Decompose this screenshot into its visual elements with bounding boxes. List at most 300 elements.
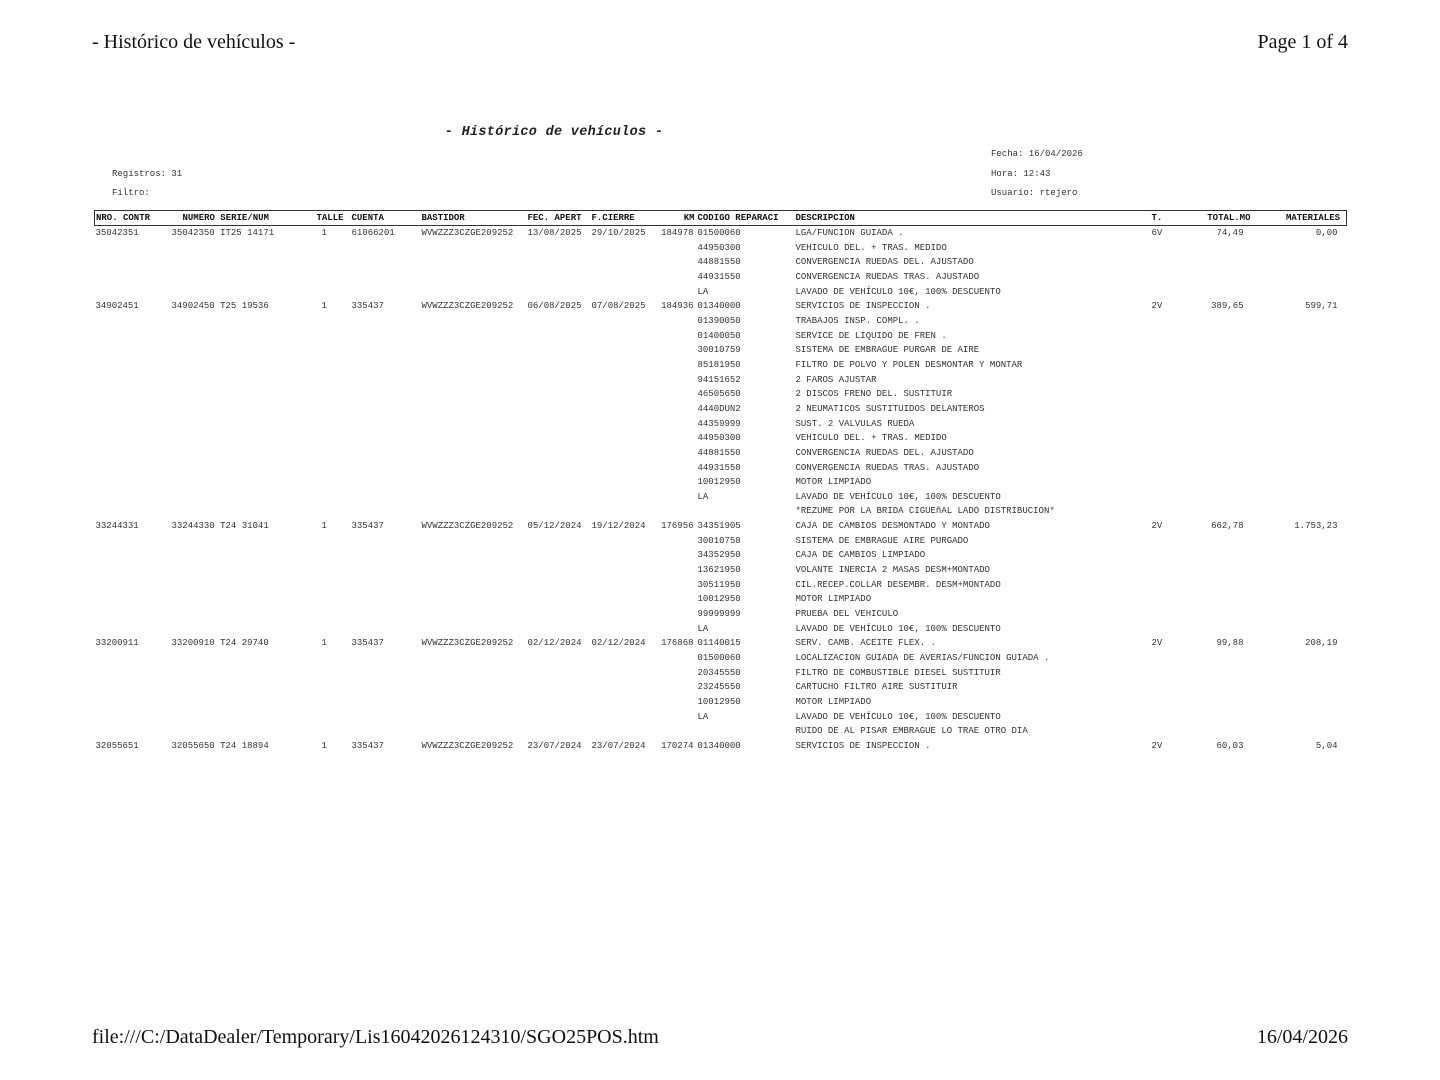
col-km: KM bbox=[683, 213, 695, 223]
cell-numero-serie bbox=[171, 255, 317, 270]
cell-t: 2V bbox=[1151, 740, 1163, 751]
cell-fec-apert bbox=[527, 534, 591, 549]
cell-codigo: 10012950 bbox=[697, 594, 741, 605]
cell-numero-serie: 34902450 T25 19536 bbox=[171, 301, 269, 312]
cell-total-mo bbox=[1187, 724, 1253, 739]
cell-t bbox=[1151, 475, 1187, 490]
cell-t bbox=[1151, 314, 1187, 329]
cell-materiales bbox=[1253, 622, 1347, 637]
cell-nro-contr bbox=[95, 329, 171, 344]
table-row bbox=[95, 695, 1347, 710]
cell-bastidor bbox=[421, 548, 527, 563]
cell-f-cierre bbox=[591, 270, 655, 285]
cell-numero-serie bbox=[171, 446, 317, 461]
table-row bbox=[95, 710, 1347, 725]
cell-descripcion: CIL.RECEP.COLLAR DESEMBR. DESM+MONTADO bbox=[795, 579, 1001, 590]
cell-bastidor bbox=[421, 387, 527, 402]
table-row bbox=[95, 343, 1347, 358]
cell-materiales bbox=[1253, 343, 1347, 358]
cell-fec-apert bbox=[527, 563, 591, 578]
cell-km bbox=[655, 329, 697, 344]
cell-materiales bbox=[1253, 490, 1347, 505]
cell-total-mo bbox=[1187, 387, 1253, 402]
table-row bbox=[95, 461, 1347, 476]
cell-fec-apert bbox=[527, 402, 591, 417]
cell-descripcion: TRABAJOS INSP. COMPL. . bbox=[795, 315, 920, 326]
cell-materiales bbox=[1253, 607, 1347, 622]
cell-f-cierre bbox=[591, 710, 655, 725]
cell-cuenta bbox=[351, 255, 421, 270]
cell-fec-apert: 05/12/2024 bbox=[527, 521, 582, 532]
cell-nro-contr bbox=[95, 651, 171, 666]
cell-f-cierre bbox=[591, 461, 655, 476]
table-row bbox=[95, 578, 1347, 593]
cell-talle bbox=[317, 417, 351, 432]
cell-cuenta bbox=[351, 666, 421, 681]
cell-nro-contr bbox=[95, 373, 171, 388]
cell-km bbox=[655, 710, 697, 725]
cell-cuenta bbox=[351, 607, 421, 622]
cell-nro-contr: 32055651 bbox=[95, 740, 139, 751]
table-row bbox=[95, 475, 1347, 490]
cell-km bbox=[655, 680, 697, 695]
cell-cuenta bbox=[351, 402, 421, 417]
cell-f-cierre bbox=[591, 666, 655, 681]
cell-codigo: 44950300 bbox=[697, 242, 741, 253]
cell-bastidor bbox=[421, 373, 527, 388]
cell-bastidor bbox=[421, 695, 527, 710]
cell-km bbox=[655, 417, 697, 432]
cell-codigo: 30010759 bbox=[697, 345, 741, 356]
cell-total-mo bbox=[1187, 446, 1253, 461]
cell-talle bbox=[317, 548, 351, 563]
cell-t bbox=[1151, 695, 1187, 710]
cell-talle bbox=[317, 710, 351, 725]
cell-cuenta bbox=[351, 446, 421, 461]
cell-total-mo bbox=[1187, 241, 1253, 256]
cell-t bbox=[1151, 402, 1187, 417]
cell-km bbox=[655, 373, 697, 388]
cell-talle bbox=[317, 724, 351, 739]
cell-cuenta bbox=[351, 329, 421, 344]
cell-total-mo bbox=[1187, 622, 1253, 637]
cell-nro-contr bbox=[95, 358, 171, 373]
cell-f-cierre: 07/08/2025 bbox=[591, 301, 646, 312]
cell-nro-contr bbox=[95, 417, 171, 432]
cell-materiales bbox=[1253, 710, 1347, 725]
col-bastidor: BASTIDOR bbox=[421, 213, 465, 223]
cell-total-mo bbox=[1187, 475, 1253, 490]
cell-codigo: LA bbox=[697, 286, 709, 297]
cell-t bbox=[1151, 255, 1187, 270]
cell-fec-apert bbox=[527, 592, 591, 607]
cell-f-cierre bbox=[591, 504, 655, 519]
cell-t bbox=[1151, 607, 1187, 622]
cell-t bbox=[1151, 387, 1187, 402]
cell-cuenta: 335437 bbox=[351, 638, 384, 649]
cell-t bbox=[1151, 329, 1187, 344]
cell-codigo: 99999999 bbox=[697, 609, 741, 620]
cell-nro-contr bbox=[95, 504, 171, 519]
cell-fec-apert bbox=[527, 373, 591, 388]
cell-bastidor bbox=[421, 285, 527, 300]
cell-nro-contr: 35042351 bbox=[95, 228, 139, 238]
cell-bastidor bbox=[421, 241, 527, 256]
cell-fec-apert bbox=[527, 358, 591, 373]
cell-talle: 1 bbox=[321, 638, 327, 649]
cell-materiales bbox=[1253, 387, 1347, 402]
cell-f-cierre bbox=[591, 358, 655, 373]
cell-total-mo bbox=[1187, 534, 1253, 549]
cell-materiales bbox=[1253, 431, 1347, 446]
cell-materiales bbox=[1253, 475, 1347, 490]
cell-nro-contr bbox=[95, 666, 171, 681]
cell-talle bbox=[317, 592, 351, 607]
cell-talle bbox=[317, 475, 351, 490]
cell-km bbox=[655, 343, 697, 358]
cell-numero-serie bbox=[171, 695, 317, 710]
cell-fec-apert bbox=[527, 710, 591, 725]
cell-t bbox=[1151, 417, 1187, 432]
cell-total-mo bbox=[1187, 270, 1253, 285]
cell-numero-serie: 35042350 IT25 14171 bbox=[171, 228, 275, 238]
cell-descripcion: SERVICIOS DE INSPECCION . bbox=[795, 301, 931, 312]
cell-codigo: 13621950 bbox=[697, 565, 741, 576]
cell-t bbox=[1151, 241, 1187, 256]
cell-numero-serie: 33200910 T24 29740 bbox=[171, 638, 269, 649]
cell-talle bbox=[317, 461, 351, 476]
cell-numero-serie bbox=[171, 592, 317, 607]
cell-t: 2V bbox=[1151, 301, 1163, 312]
cell-codigo: 01500060 bbox=[697, 653, 741, 664]
table-body bbox=[95, 226, 1347, 754]
cell-talle: 1 bbox=[321, 521, 327, 532]
cell-codigo: LA bbox=[697, 623, 709, 634]
cell-bastidor: WVWZZZ3CZGE209252 bbox=[421, 521, 514, 532]
cell-t bbox=[1151, 651, 1187, 666]
cell-f-cierre bbox=[591, 255, 655, 270]
cell-codigo: 01390050 bbox=[697, 315, 741, 326]
cell-numero-serie bbox=[171, 548, 317, 563]
cell-fec-apert bbox=[527, 461, 591, 476]
table-row bbox=[95, 329, 1347, 344]
cell-fec-apert: 06/08/2025 bbox=[527, 301, 582, 312]
cell-numero-serie bbox=[171, 358, 317, 373]
cell-codigo: 44881550 bbox=[697, 447, 741, 458]
cell-talle bbox=[317, 343, 351, 358]
cell-materiales bbox=[1253, 548, 1347, 563]
cell-km: 184936 bbox=[661, 301, 694, 312]
cell-cuenta bbox=[351, 578, 421, 593]
cell-f-cierre bbox=[591, 548, 655, 563]
cell-total-mo bbox=[1187, 680, 1253, 695]
cell-total-mo: 662,78 bbox=[1211, 521, 1244, 532]
cell-talle bbox=[317, 358, 351, 373]
cell-codigo: 46505650 bbox=[697, 389, 741, 400]
cell-numero-serie bbox=[171, 651, 317, 666]
cell-fec-apert bbox=[527, 666, 591, 681]
cell-fec-apert bbox=[527, 255, 591, 270]
cell-fec-apert bbox=[527, 329, 591, 344]
cell-t bbox=[1151, 563, 1187, 578]
cell-codigo: 44931550 bbox=[697, 462, 741, 473]
cell-codigo: 44931550 bbox=[697, 271, 741, 282]
cell-km bbox=[655, 314, 697, 329]
cell-bastidor bbox=[421, 475, 527, 490]
cell-talle bbox=[317, 490, 351, 505]
cell-fec-apert: 23/07/2024 bbox=[527, 740, 582, 751]
cell-t bbox=[1151, 548, 1187, 563]
cell-talle: 1 bbox=[321, 740, 327, 751]
cell-bastidor bbox=[421, 534, 527, 549]
cell-materiales bbox=[1253, 373, 1347, 388]
cell-f-cierre bbox=[591, 490, 655, 505]
cell-total-mo bbox=[1187, 329, 1253, 344]
table-row bbox=[95, 446, 1347, 461]
cell-materiales: 599,71 bbox=[1305, 301, 1338, 312]
vehicle-history-table bbox=[94, 210, 1347, 754]
cell-km bbox=[655, 431, 697, 446]
cell-bastidor bbox=[421, 710, 527, 725]
cell-km bbox=[655, 461, 697, 476]
cell-bastidor bbox=[421, 343, 527, 358]
col-total-mo: TOTAL.MO bbox=[1207, 213, 1251, 223]
cell-km bbox=[655, 490, 697, 505]
cell-descripcion: 2 DISCOS FRENO DEL. SUSTITUIR bbox=[795, 389, 953, 400]
cell-numero-serie bbox=[171, 622, 317, 637]
cell-numero-serie bbox=[171, 563, 317, 578]
cell-bastidor: WVWZZZ3CZGE209252 bbox=[421, 638, 514, 649]
table-row bbox=[95, 666, 1347, 681]
col-nro-contr: NRO. CONTR bbox=[96, 213, 151, 223]
cell-bastidor: WVWZZZ3CZGE209252 bbox=[421, 228, 514, 238]
cell-numero-serie bbox=[171, 607, 317, 622]
cell-fec-apert bbox=[527, 314, 591, 329]
table-row bbox=[95, 314, 1347, 329]
cell-descripcion: CONVERGENCIA RUEDAS TRAS. AJUSTADO bbox=[795, 271, 980, 282]
cell-numero-serie bbox=[171, 373, 317, 388]
cell-bastidor bbox=[421, 563, 527, 578]
cell-f-cierre: 23/07/2024 bbox=[591, 740, 646, 751]
cell-t bbox=[1151, 622, 1187, 637]
page-indicator: Page 1 of 4 bbox=[1257, 31, 1348, 53]
cell-materiales bbox=[1253, 417, 1347, 432]
cell-cuenta: 335437 bbox=[351, 301, 384, 312]
table-row bbox=[95, 548, 1347, 563]
cell-materiales bbox=[1253, 680, 1347, 695]
cell-nro-contr bbox=[95, 285, 171, 300]
cell-descripcion: SERVICIOS DE INSPECCION . bbox=[795, 740, 931, 751]
cell-total-mo bbox=[1187, 431, 1253, 446]
cell-fec-apert bbox=[527, 490, 591, 505]
cell-materiales: 5,04 bbox=[1315, 740, 1338, 751]
cell-t bbox=[1151, 373, 1187, 388]
table-row bbox=[95, 431, 1347, 446]
cell-f-cierre bbox=[591, 314, 655, 329]
cell-descripcion: CARTUCHO FILTRO AIRE SUSTITUIR bbox=[795, 682, 958, 693]
cell-bastidor bbox=[421, 724, 527, 739]
cell-nro-contr bbox=[95, 402, 171, 417]
col-numero-serie: NUMERO SERIE/NUM bbox=[182, 213, 269, 223]
filter-label: Filtro: bbox=[112, 188, 150, 198]
cell-nro-contr: 33244331 bbox=[95, 521, 139, 532]
cell-km bbox=[655, 563, 697, 578]
cell-talle bbox=[317, 680, 351, 695]
cell-talle bbox=[317, 402, 351, 417]
cell-numero-serie bbox=[171, 724, 317, 739]
cell-descripcion: *REZUME POR LA BRIDA CIGUEñAL LADO DISTRIBUCION* bbox=[795, 506, 1055, 517]
cell-bastidor bbox=[421, 592, 527, 607]
table-row bbox=[95, 563, 1347, 578]
cell-fec-apert bbox=[527, 578, 591, 593]
cell-t bbox=[1151, 461, 1187, 476]
table-row bbox=[95, 299, 1347, 314]
cell-talle bbox=[317, 504, 351, 519]
cell-nro-contr bbox=[95, 548, 171, 563]
cell-fec-apert bbox=[527, 504, 591, 519]
cell-numero-serie bbox=[171, 402, 317, 417]
cell-total-mo: 99,88 bbox=[1216, 638, 1244, 649]
cell-fec-apert bbox=[527, 417, 591, 432]
cell-descripcion: LOCALIZACION GUIADA DE AVERIAS/FUNCION GUIADA . bbox=[795, 653, 1050, 664]
cell-talle bbox=[317, 314, 351, 329]
cell-f-cierre bbox=[591, 285, 655, 300]
cell-numero-serie bbox=[171, 431, 317, 446]
cell-bastidor bbox=[421, 504, 527, 519]
cell-materiales bbox=[1253, 270, 1347, 285]
cell-talle bbox=[317, 622, 351, 637]
cell-f-cierre bbox=[591, 373, 655, 388]
cell-f-cierre bbox=[591, 534, 655, 549]
cell-numero-serie bbox=[171, 710, 317, 725]
cell-bastidor bbox=[421, 578, 527, 593]
cell-nro-contr bbox=[95, 314, 171, 329]
cell-descripcion: VOLANTE INERCIA 2 MASAS DESM+MONTADO bbox=[795, 565, 990, 576]
cell-cuenta bbox=[351, 563, 421, 578]
cell-t bbox=[1151, 666, 1187, 681]
cell-f-cierre: 29/10/2025 bbox=[591, 228, 646, 238]
cell-descripcion: VEHICULO DEL. + TRAS. MEDIDO bbox=[795, 433, 947, 444]
cell-codigo bbox=[697, 504, 795, 519]
cell-f-cierre bbox=[591, 475, 655, 490]
cell-km bbox=[655, 402, 697, 417]
cell-total-mo bbox=[1187, 255, 1253, 270]
cell-descripcion: MOTOR LIMPIADO bbox=[795, 697, 872, 707]
cell-km bbox=[655, 592, 697, 607]
cell-talle bbox=[317, 270, 351, 285]
cell-codigo: 34352950 bbox=[697, 550, 741, 561]
cell-codigo: 44950300 bbox=[697, 433, 741, 444]
cell-km: 184978 bbox=[661, 228, 694, 238]
cell-codigo: 23245550 bbox=[697, 682, 741, 693]
report-time: Hora: 12:43 bbox=[991, 169, 1051, 179]
cell-cuenta bbox=[351, 417, 421, 432]
col-f-cierre: F.CIERRE bbox=[591, 213, 635, 223]
cell-materiales: 208,19 bbox=[1305, 638, 1338, 649]
col-talle: TALLE bbox=[316, 213, 344, 223]
cell-codigo: 4440DUN2 bbox=[697, 403, 741, 414]
cell-total-mo bbox=[1187, 592, 1253, 607]
cell-numero-serie bbox=[171, 504, 317, 519]
cell-descripcion: SISTEMA DE EMBRAGUE AIRE PURGADO bbox=[795, 535, 969, 546]
cell-fec-apert bbox=[527, 651, 591, 666]
cell-cuenta: 61066201 bbox=[351, 228, 395, 238]
cell-numero-serie: 32055650 T24 18894 bbox=[171, 740, 269, 751]
cell-codigo: LA bbox=[697, 711, 709, 722]
cell-materiales bbox=[1253, 666, 1347, 681]
cell-fec-apert bbox=[527, 241, 591, 256]
table-row bbox=[95, 490, 1347, 505]
cell-cuenta bbox=[351, 651, 421, 666]
table-row bbox=[95, 519, 1347, 534]
cell-t bbox=[1151, 534, 1187, 549]
cell-talle bbox=[317, 329, 351, 344]
col-materiales: MATERIALES bbox=[1285, 213, 1340, 223]
cell-cuenta: 335437 bbox=[351, 740, 384, 751]
cell-total-mo bbox=[1187, 504, 1253, 519]
cell-cuenta bbox=[351, 270, 421, 285]
cell-f-cierre bbox=[591, 651, 655, 666]
cell-km bbox=[655, 285, 697, 300]
cell-fec-apert bbox=[527, 431, 591, 446]
cell-cuenta bbox=[351, 373, 421, 388]
cell-talle bbox=[317, 387, 351, 402]
cell-total-mo bbox=[1187, 548, 1253, 563]
cell-cuenta bbox=[351, 710, 421, 725]
cell-f-cierre bbox=[591, 446, 655, 461]
cell-bastidor bbox=[421, 358, 527, 373]
cell-nro-contr bbox=[95, 607, 171, 622]
cell-km: 176956 bbox=[661, 521, 694, 532]
cell-nro-contr bbox=[95, 592, 171, 607]
cell-bastidor bbox=[421, 680, 527, 695]
cell-total-mo: 74,49 bbox=[1216, 228, 1244, 238]
cell-t bbox=[1151, 490, 1187, 505]
cell-nro-contr bbox=[95, 534, 171, 549]
table-row bbox=[95, 607, 1347, 622]
cell-materiales bbox=[1253, 578, 1347, 593]
cell-numero-serie bbox=[171, 270, 317, 285]
cell-codigo: 30010758 bbox=[697, 535, 741, 546]
cell-km bbox=[655, 651, 697, 666]
cell-fec-apert bbox=[527, 343, 591, 358]
cell-cuenta bbox=[351, 548, 421, 563]
cell-total-mo bbox=[1187, 666, 1253, 681]
cell-descripcion: LGA/FUNCION GUIADA . bbox=[795, 228, 904, 238]
cell-t bbox=[1151, 343, 1187, 358]
cell-f-cierre bbox=[591, 563, 655, 578]
cell-km bbox=[655, 270, 697, 285]
cell-bastidor bbox=[421, 329, 527, 344]
cell-fec-apert bbox=[527, 607, 591, 622]
cell-descripcion: FILTRO DE COMBUSTIBLE DIESEL SUSTITUIR bbox=[795, 667, 1001, 678]
cell-cuenta bbox=[351, 504, 421, 519]
cell-talle bbox=[317, 695, 351, 710]
cell-f-cierre bbox=[591, 329, 655, 344]
cell-cuenta bbox=[351, 490, 421, 505]
col-t: T. bbox=[1151, 213, 1163, 223]
cell-fec-apert bbox=[527, 270, 591, 285]
cell-talle bbox=[317, 373, 351, 388]
cell-f-cierre bbox=[591, 695, 655, 710]
cell-bastidor bbox=[421, 314, 527, 329]
cell-fec-apert bbox=[527, 622, 591, 637]
cell-fec-apert: 02/12/2024 bbox=[527, 638, 582, 649]
cell-nro-contr bbox=[95, 241, 171, 256]
cell-km bbox=[655, 666, 697, 681]
table-row bbox=[95, 680, 1347, 695]
cell-descripcion: LAVADO DE VEHÍCULO 10€, 100% DESCUENTO bbox=[795, 491, 1001, 502]
